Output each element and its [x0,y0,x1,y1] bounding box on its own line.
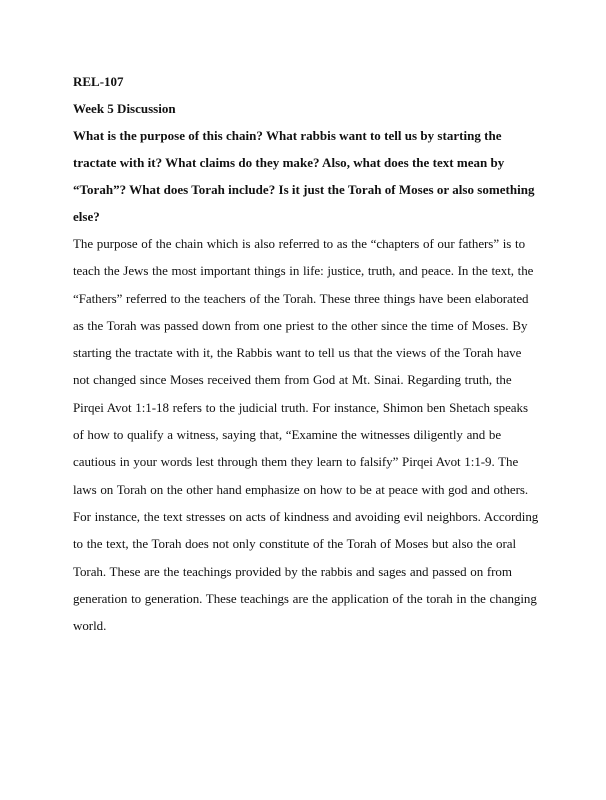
document-body [73,68,539,639]
discussion-question: What is the purpose of this chain? What rabbis want to tell us by starting the tractate with it? What claims do they make? Also, what does the text mean by “Torah”? What does Torah include? Is it just the Torah of Moses or also something else? [73,128,535,224]
course-code: REL-107 [73,74,124,89]
discussion-answer: The purpose of the chain which is also referred to as the “chapters of our fathers” is to teach the Jews the most important things in life: justice, truth, and peace. In the text, the “Fathers” referred to the teachers of the Torah. These three things have been elaborated as the Torah was passed down from one priest to the other since the time of Moses. By starting the tractate with it, the Rabbis want to tell us that the views of the Torah have not changed since Moses received them from God at Mt. Sinai. Regarding truth, the Pirqei Avot 1:1-18 refers to the judicial truth. For instance, Shimon ben Shetach speaks of how to qualify a witness, saying that, “Examine the witnesses diligently and be cautious in your words lest through them they learn to falsify” Pirqei Avot 1:1-9. The laws on Torah on the other hand emphasize on how to be at peace with god and others. For instance, the text stresses on acts of kindness and avoiding evil neighbors. According to the text, the Torah does not only constitute of the Torah of Moses but also the oral Torah. These are the teachings provided by the rabbis and sages and passed on from generation to generation. These teachings are the application of the torah in the changing world. [73,236,539,634]
week-title: Week 5 Discussion [73,101,176,116]
